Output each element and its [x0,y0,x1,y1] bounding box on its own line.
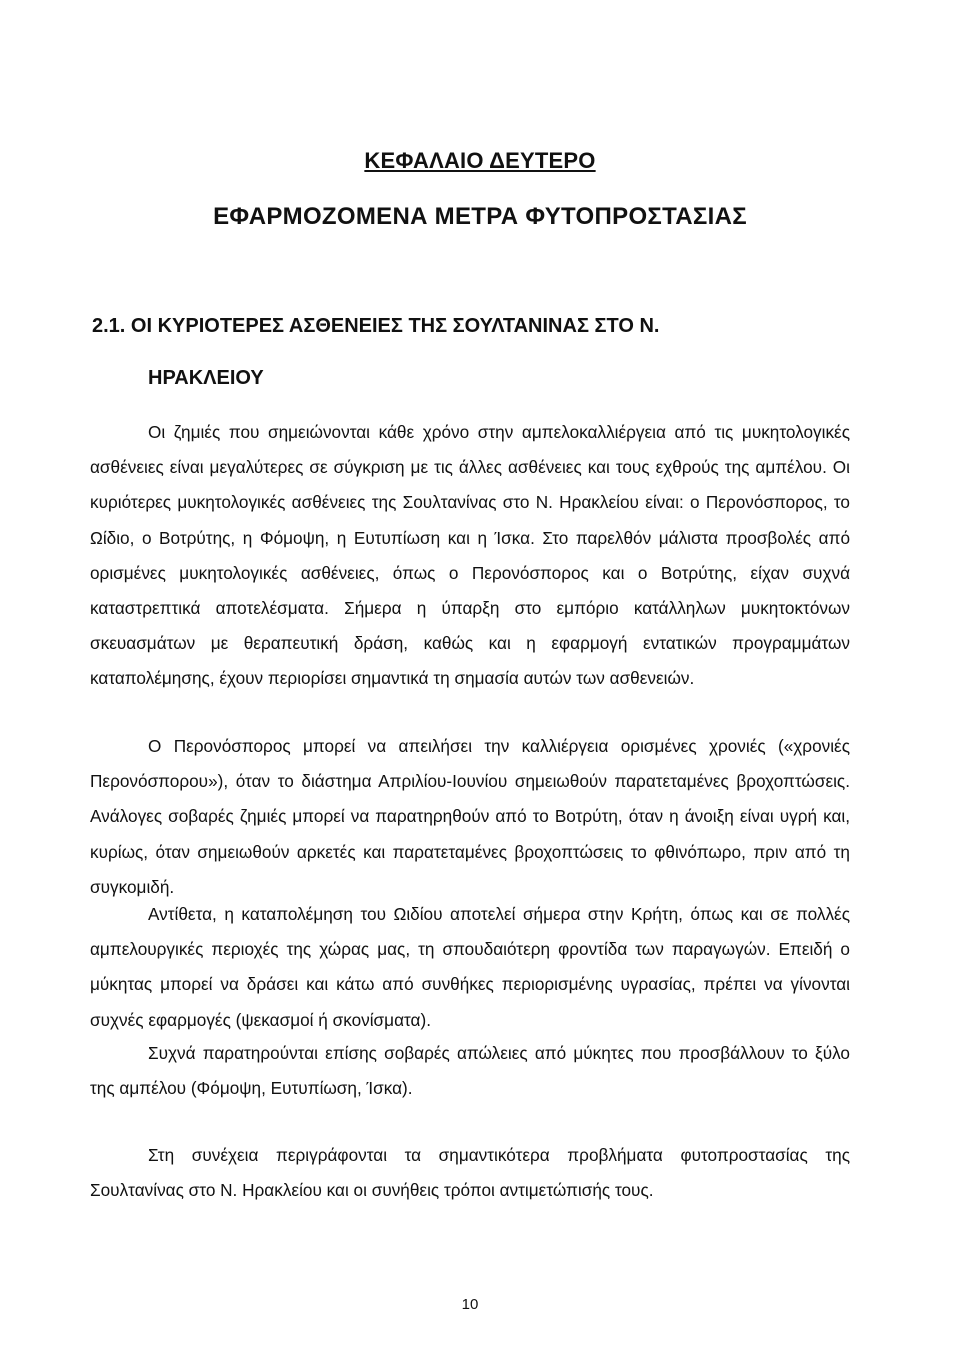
section-heading-line-1: 2.1. ΟΙ ΚΥΡΙΟΤΕΡΕΣ ΑΣΘΕΝΕΙΕΣ ΤΗΣ ΣΟΥΛΤΑΝΙΝΑΣ ΣΤΟ Ν. [92,315,660,337]
page-number: 10 [461,1296,479,1313]
chapter-label: ΚΕΦΑΛΑΙΟ ΔΕΥΤΕΡΟ [364,148,596,173]
paragraph-3: Αντίθετα, η καταπολέμηση του Ωιδίου αποτελεί σήμερα στην Κρήτη, όπως και σε πολλές αμπελουργικές περιοχές της χώρας μας, τη σπουδαιότερη φροντίδα των παραγωγών. Επειδή ο μύκητας μπορεί να δράσει και κάτω από συνθήκες περιορισμένης υγρασίας, πρέπει να γίνονται συχνές εφαρμογές (ψεκασμοί ή σκονίσματα). [90,904,850,1030]
section-heading [92,300,872,404]
paragraph-1: Οι ζημιές που σημειώνονται κάθε χρόνο στην αμπελοκαλλιέργεια από τις μυκητολογικές ασθένειες είναι μεγαλύτερες σε σύγκριση με τις άλλες ασθένειες και τους εχθρούς της αμπέλου. Οι κυριότερες μυκητολογικές ασθένειες της Σουλτανίνας στο Ν. Ηρακλείου είναι: ο Περονόσπορος, το Ωίδιο, ο Βοτρύτης, η Φόμοψη, η Ευτυπίωση και η Ίσκα. Στο παρελθόν μάλιστα προσβολές από ορισμένες μυκητολογικές ασθένειες, όπως ο Περονόσπορος και ο Βοτρύτης, είχαν συχνά καταστρεπτικά αποτελέσματα. Σήμερα η ύπαρξη στο εμπόριο κατάλληλων μυκητοκτόνων σκευασμάτων με θεραπευτική δράση, καθώς και η εφαρμογή εντατικών προγραμμάτων καταπολέμησης, έχουν περιορίσει σημαντικά τη σημασία αυτών των ασθενειών. [90,422,850,689]
paragraph-5: Στη συνέχεια περιγράφονται τα σημαντικότερα προβλήματα φυτοπροστασίας της Σουλτανίνας στο Ν. Ηρακλείου και οι συνήθεις τρόποι αντιμετώπισής τους. [90,1145,850,1201]
section-heading-line-2: ΗΡΑΚΛΕΙΟΥ [148,367,264,389]
chapter-title: ΕΦΑΡΜΟΖΟΜΕΝΑ ΜΕΤΡΑ ΦΥΤΟΠΡΟΣΤΑΣΙΑΣ [213,203,747,230]
paragraph-2: Ο Περονόσπορος μπορεί να απειλήσει την καλλιέργεια ορισμένες χρονιές («χρονιές Περονόσπορου»), όταν το διάστημα Απριλίου-Ιουνίου σημειωθούν παρατεταμένες βροχοπτώσεις. Ανάλογες σοβαρές ζημιές μπορεί να παρατηρηθούν από το Βοτρύτη, όταν η άνοιξη είναι υγρή και, κυρίως, όταν σημειωθούν αρκετές και παρατεταμένες βροχοπτώσεις το φθινόπωρο, πριν από τη συγκομιδή. [90,736,850,897]
paragraph-4: Συχνά παρατηρούνται επίσης σοβαρές απώλειες από μύκητες που προσβάλλουν το ξύλο της αμπέλου (Φόμοψη, Ευτυπίωση, Ίσκα). [90,1043,850,1099]
